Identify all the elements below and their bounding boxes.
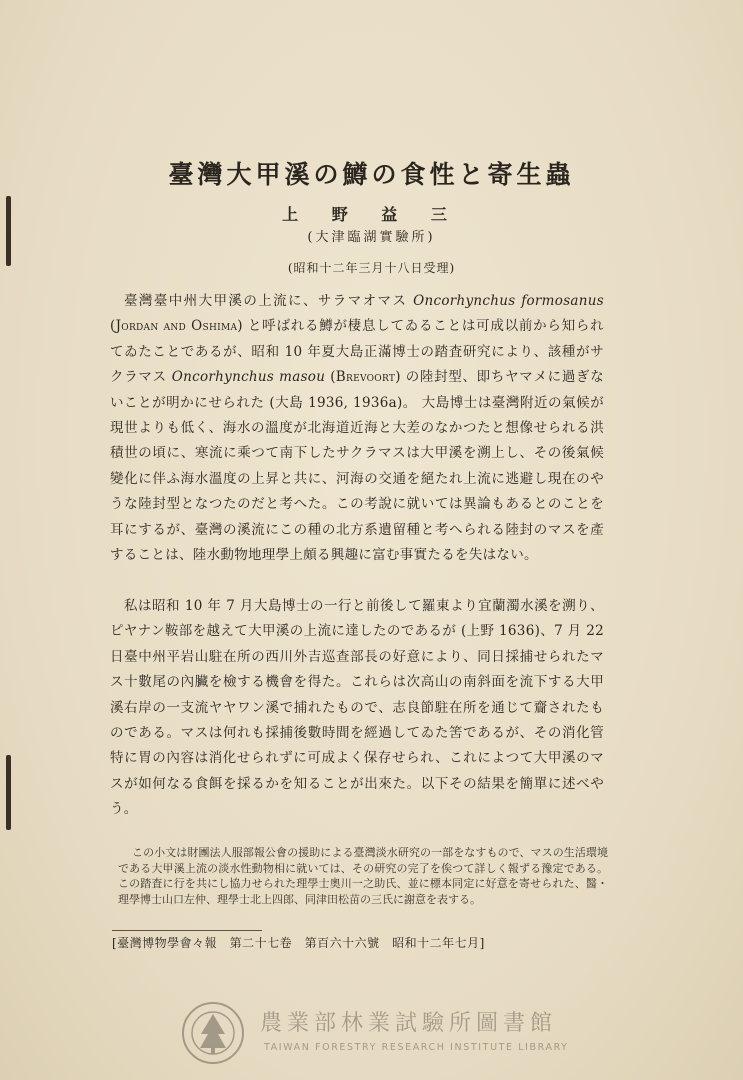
received-date: (昭和十二年三月十八日受理) — [287, 261, 456, 275]
footnote: この小文は財團法人服部報公會の援助による臺灣淡水研究の一部をなすもので、マスの生活環境である大甲溪上流の淡水性動物相に就いては、その研究の完了を俟つて詳しく報ずる豫定である。この踏査に行を共にし協力せられた理學士奧川一之助氏、並に標本同定に好意を寄せられた、醫・理學博士山口左仲、理學士北上四郎、同津田松苗の三氏に謝意を表する。 — [118, 846, 608, 906]
library-name-zh: 農業部林業試驗所圖書館 — [260, 1011, 558, 1036]
species-authority: Brevoort — [335, 369, 396, 386]
author-affiliation: (大津臨湖實驗所) — [307, 230, 436, 245]
footnote-divider — [112, 930, 262, 931]
article-title: 臺灣大甲溪の鱒の食性と寄生蟲 — [168, 160, 575, 189]
library-name-en: TAIWAN FORESTRY RESEARCH INSTITUTE LIBRARY — [264, 1042, 569, 1053]
binding-mark-bottom — [6, 755, 11, 830]
library-seal-icon — [180, 1000, 246, 1066]
journal-citation: [臺灣博物學會々報 第二十七卷 第百六十六號 昭和十二年七月] — [112, 936, 485, 950]
species-name: Oncorhynchus masou — [171, 369, 326, 386]
library-watermark — [180, 1000, 580, 1070]
body-paragraph-2: 私は昭和 10 年 7 月大島博士の一行と前後して羅東より宜蘭濁水溪を溯り、ピヤナン鞍部を越えて大甲溪の上流に達したのであるが (上野 1636)、7 月 22 日臺中州平岩山駐在所の西川外吉巡查部長の好意により、同日採捕せられたマス十數尾の內臟を檢する機會を得た。これらは次高山の南斜面を流下する大甲溪右岸の一支流ヤヤワン溪で捕れたもので、志良節駐在所を通じて齎されたものである。マスは何れも採捕後數時間を經過してゐた筈であるが、その消化管特に胃の內容は消化せられずに可成よく保存せられ、これによつて大甲溪のマスが如何なる食餌を採るかを知ることが出來た。以下その結果を簡單に述べやう。 — [110, 598, 604, 818]
author-name: 上 野 益 三 — [282, 205, 461, 224]
species-name: Oncorhynchus formosanus — [413, 293, 604, 309]
species-authority: Jordan and Oshima — [115, 318, 238, 335]
body-paragraph-1: 臺灣臺中州大甲溪の上流に、サラマオマス Oncorhynchus formosanus (Jordan and Oshima) と呼ばれる鱒が棲息してゐることは可成以前から知られてゐたことであるが、昭和 10 年夏大島正滿博士の踏査研究により、該種がサクラマス Oncorhynchus masou (Brevoort) の陸封型、即ちヤマメに過ぎないことが明かにせられた (大島 1936, 1936a)。 大島博士は臺灣附近の氣候が現世よりも低く、海水の溫度が北海道近海と大差のなかつたと想像せられる洪積世の頃に、寒流に乘つて南下したサクラマスは大甲溪を溯上し、その後氣候變化に伴ふ海水溫度の上昇と共に、河海の交通を絕たれ上流に逃避し現在のやうな陸封型となつたのだと考へた。この考說に就いては異論もあるとのことを耳にするが、臺灣の溪流にこの種の北方系遺留種と考へられる陸封のマスを產することは、陸水動物地理學上頗る興趣に富む事實たるを失はない。 — [110, 293, 605, 564]
